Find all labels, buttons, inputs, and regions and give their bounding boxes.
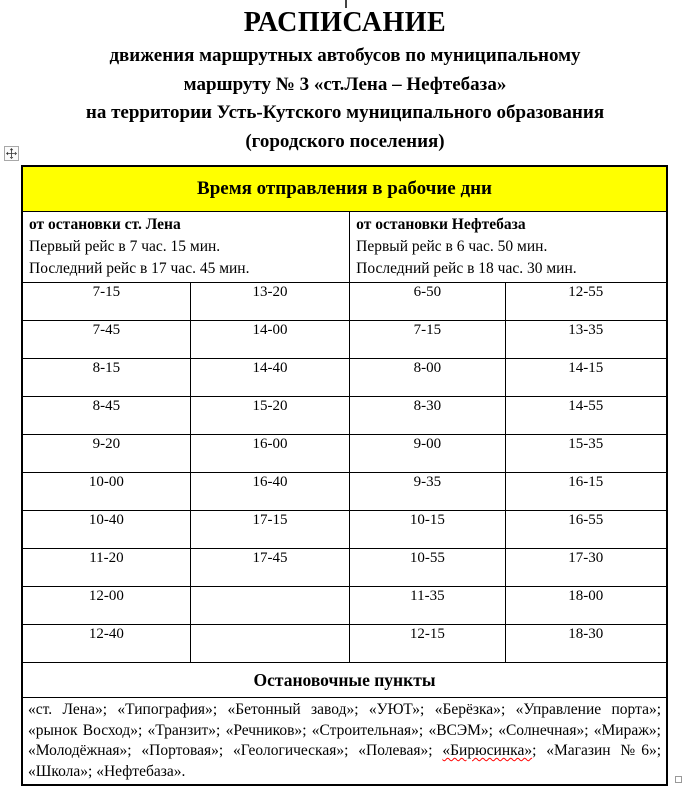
terminal-info-row (22, 212, 667, 283)
times-body (22, 283, 667, 663)
time-cell: 17-45 (190, 549, 349, 587)
time-cell: 11-35 (350, 587, 505, 625)
stop-item: «Бирюсинка» (442, 742, 533, 759)
time-cell: 18-00 (505, 587, 667, 625)
time-row (22, 625, 667, 663)
title-line-main: РАСПИСАНИЕ (243, 7, 447, 38)
stop-item: «УЮТ» (368, 701, 421, 718)
time-cell (190, 625, 349, 663)
title-line-settlement: (городского поселения) (245, 130, 445, 152)
stop-item: «Портовая» (141, 742, 219, 759)
terminal-info-neftebaza (350, 212, 667, 283)
time-cell: 12-15 (350, 625, 505, 663)
title-line-territory: на территории Усть-Кутского муниципального образования (85, 102, 605, 123)
stop-item: «Транзит» (147, 721, 217, 739)
time-row (22, 587, 667, 625)
terminal-lena-title: от остановки ст. Лена (29, 216, 181, 233)
time-cell: 12-00 (22, 587, 190, 625)
time-cell (190, 587, 349, 625)
time-cell: 7-15 (22, 283, 190, 321)
table-resize-handle[interactable] (675, 776, 682, 783)
terminal-neftebaza-first-trip: Первый рейс в 6 час. 50 мин. (356, 238, 548, 255)
time-row (22, 321, 667, 359)
stop-item: «рынок Восход» (28, 721, 138, 739)
stops-paragraph: «ст. Лена»; «Типография»; «Бетонный завод»; «УЮТ»; «Берёзка»; «Управление порта»; «рынок Восход»; «Транзит»; «Речников»; «Строительная»; «ВСЭМ»; «Солнечная»; «Мираж»; «Молодёжная»; «Портовая»; «Геологическая»; «Полевая»; «Бирюсинка»; «Магазин №6»; «Школа»; «Нефтебаза». (22, 698, 667, 786)
time-cell: 8-00 (350, 359, 505, 397)
terminal-lena-first-trip: Первый рейс в 7 час. 15 мин. (29, 238, 221, 255)
time-cell: 6-50 (350, 283, 505, 321)
time-row (22, 435, 667, 473)
time-cell: 11-20 (22, 549, 190, 587)
stop-item: «Бетонный завод» (227, 701, 355, 718)
stop-item: «Речников» (225, 721, 303, 739)
time-cell: 7-45 (22, 321, 190, 359)
terminal-lena-last-trip: Последний рейс в 17 час. 45 мин. (29, 260, 250, 277)
stop-item: «Типография» (117, 701, 213, 718)
time-row (22, 283, 667, 321)
time-cell: 9-00 (350, 435, 505, 473)
stop-item: «Солнечная» (498, 721, 585, 739)
terminal-neftebaza-title: от остановки Нефтебаза (356, 216, 526, 233)
stop-item: «Геологическая» (233, 742, 345, 759)
stop-item: «Нефтебаза» (96, 762, 182, 780)
time-cell: 14-00 (190, 321, 349, 359)
document-title-block (0, 4, 690, 156)
time-cell: 15-20 (190, 397, 349, 435)
title-line-route-2: маршруту № 3 «ст.Лена – Нефтебаза» (183, 73, 507, 95)
table-move-handle[interactable] (4, 146, 19, 161)
time-row (22, 397, 667, 435)
time-row (22, 511, 667, 549)
time-cell: 13-20 (190, 283, 349, 321)
time-cell: 16-15 (505, 473, 667, 511)
stop-item: «ст. Лена» (28, 701, 103, 718)
stops-row (22, 698, 667, 786)
time-cell: 13-35 (505, 321, 667, 359)
stop-item: «Магазин №6» (546, 742, 657, 759)
time-cell: 8-45 (22, 397, 190, 435)
time-cell: 14-55 (505, 397, 667, 435)
stop-item: «ВСЭМ» (428, 721, 489, 739)
time-row (22, 359, 667, 397)
time-cell: 18-30 (505, 625, 667, 663)
time-cell: 15-35 (505, 435, 667, 473)
title-line-route-1: движения маршрутных автобусов по муниципальному (109, 45, 581, 66)
time-cell: 17-30 (505, 549, 667, 587)
time-cell: 8-15 (22, 359, 190, 397)
stop-item: «Полевая» (358, 742, 429, 759)
time-cell: 10-00 (22, 473, 190, 511)
time-cell: 14-40 (190, 359, 349, 397)
departure-banner: Время отправления в рабочие дни (22, 166, 667, 212)
time-cell: 8-30 (350, 397, 505, 435)
banner-row (22, 166, 667, 212)
stops-header-row (22, 663, 667, 698)
time-cell: 12-40 (22, 625, 190, 663)
stop-item: «Школа» (28, 762, 89, 780)
terminal-neftebaza-last-trip: Последний рейс в 18 час. 30 мин. (356, 260, 577, 277)
time-cell: 10-55 (350, 549, 505, 587)
time-cell: 10-15 (350, 511, 505, 549)
stop-item: «Строительная» (311, 721, 419, 739)
stops-header: Остановочные пункты (22, 663, 667, 698)
time-cell: 16-55 (505, 511, 667, 549)
stop-item: «Управление порта» (515, 701, 657, 718)
time-cell: 7-15 (350, 321, 505, 359)
bus-schedule-table (21, 165, 668, 786)
time-cell: 17-15 (190, 511, 349, 549)
time-cell: 9-35 (350, 473, 505, 511)
terminal-info-lena (22, 212, 350, 283)
stop-item: «Молодёжная» (28, 742, 128, 759)
time-cell: 16-00 (190, 435, 349, 473)
move-arrows-icon (6, 148, 17, 159)
time-row (22, 473, 667, 511)
time-cell: 16-40 (190, 473, 349, 511)
time-cell: 14-15 (505, 359, 667, 397)
time-cell: 10-40 (22, 511, 190, 549)
time-cell: 9-20 (22, 435, 190, 473)
time-cell: 12-55 (505, 283, 667, 321)
time-row (22, 549, 667, 587)
stop-item: «Берёзка» (434, 701, 501, 718)
stop-item: «Мираж» (593, 721, 657, 739)
